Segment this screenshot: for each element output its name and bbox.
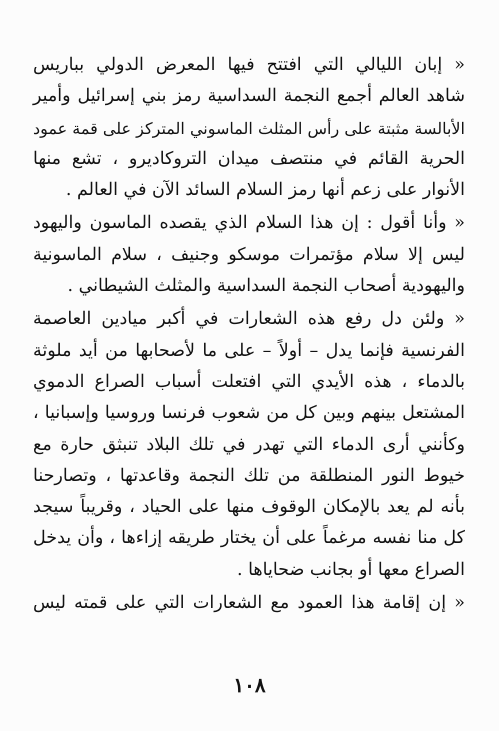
- paragraph-4: [33, 588, 465, 619]
- text-line: « إن إقامة هذا العمود مع الشعارات التي على قمته ليس: [33, 593, 466, 614]
- text-line: بأنه لم يعد بالإمكان الوقوف منها على الحياد ، وقريباً سيجد: [33, 497, 465, 518]
- text-line: الصراع معها أو بجانب ضحاياها .: [236, 559, 465, 580]
- paragraph-1: [33, 50, 465, 206]
- text-line: وكأنني أرى الدماء التي تهدر في تلك البلاد تنبثق حارة مع: [33, 434, 465, 455]
- text-line: المشتعل بينهم وبين كل من شعوب فرنسا وروسيا وإسبانيا ،: [33, 403, 465, 424]
- text-line: ليس إلا سلام مؤتمرات موسكو وجنيف ، سلام الماسونية: [33, 244, 465, 265]
- text-line: واليهودية أصحاب النجمة السداسية والمثلث الشيطاني .: [67, 276, 465, 297]
- text-line: الفرنسية فإنما يدل – أولاً – على ما لأصحابها من أيد ملوثة: [33, 340, 465, 361]
- text-line: كل منا نفسه مرغماً على أن يختار طريقه إزاءها ، وأن يدخل: [33, 528, 465, 549]
- text-line: « إبان الليالي التي افتتح فيها المعرض الدولي بباريس: [33, 55, 465, 75]
- text-line: بالدماء ، هذه الأيدي التي افتعلت أسباب الصراع الدموي: [33, 371, 465, 392]
- text-line: شاهد العالم أجمع النجمة السداسية رمز بني إسرائيل وأمير: [33, 86, 465, 107]
- text-line: الأنوار على زعم أنها رمز السلام السائد الآن في العالم .: [65, 180, 465, 201]
- text-line: « وأنا أقول : إن هذا السلام الذي يقصده الماسون واليهود: [33, 213, 465, 234]
- text-line: خيوط النور المنطلقة من تلك النجمة وقاعدتها ، وتصارحنا: [33, 465, 465, 486]
- body-text: [33, 50, 465, 619]
- text-line: الأبالسة مثبتة على رأس المثلث الماسوني المتركز على قمة عمود: [33, 118, 465, 138]
- text-line: « ولئن دل رفع هذه الشعارات في أكبر ميادين العاصمة: [33, 309, 465, 330]
- paragraph-2: [33, 208, 465, 302]
- text-line: الحرية القائم في منتصف ميدان التروكاديرو ، تشع منها: [33, 148, 465, 169]
- paragraph-3: [33, 304, 465, 586]
- page-number: ١٠٨: [233, 673, 266, 697]
